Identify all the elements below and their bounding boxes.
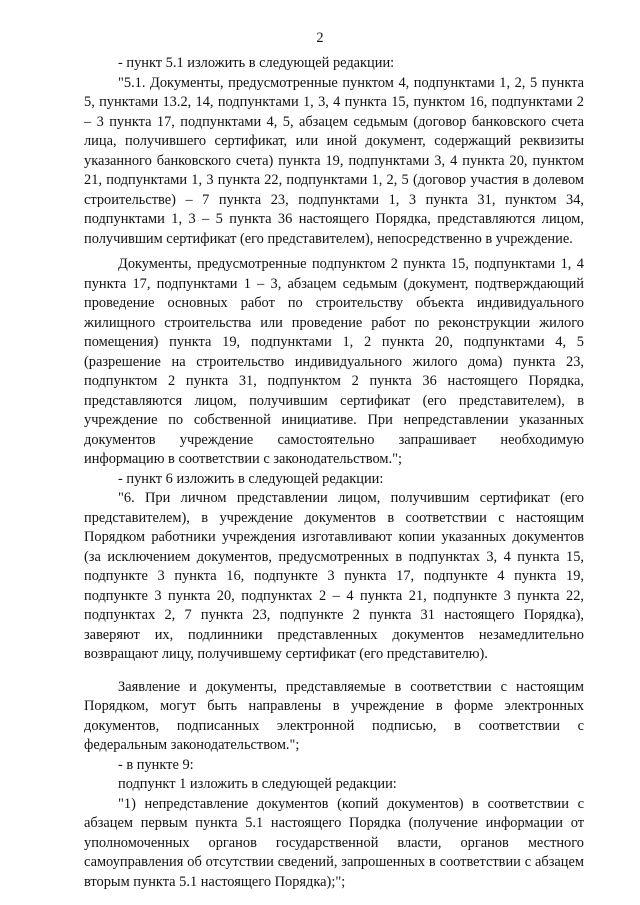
paragraph-electronic-documents: Заявление и документы, представляемые в соответствии с настоящим Порядком, могут быть направлены в учреждение в форме электронных документов, подписанных электронной подписью, в соответствии с федеральным законодательством.";	[84, 678, 584, 753]
page-number: 2	[316, 30, 324, 46]
paragraph-item-6-intro: - пункт 6 изложить в следующей редакции:	[118, 470, 384, 487]
paragraph-documents-own-initiative: Документы, предусмотренные подпунктом 2 пункта 15, подпунктами 1, 4 пункта 17, подпунктами 1 – 3, абзацем седьмым (документ, подтверждающий проведение основных работ по строительству объекта индивидуального жилищного строительства или проведение работ по реконструкции жилого помещения) пункта 19, подпунктами 1, 2 пункта 20, подпунктами 4, 5 (разрешение на строительство индивидуального жилого дома) пункта 23, подпунктом 2 пункта 31, подпунктом 2 пункта 36 настоящего Порядка, представляются лицом, получившим сертификат (его представителем), в учреждение по собственной инициативе. При непредставлении указанных документов учреждение самостоятельно запрашивает необходимую информацию в соответствии с законодательством.";	[84, 256, 584, 467]
paragraph-item-5-1-text: "5.1. Документы, предусмотренные пунктом 4, подпунктами 1, 2, 5 пункта 5, пунктами 13.2, 14, подпунктами 1, 3, 4 пункта 15, пунктом 16, подпунктами 2 – 3 пункта 17, подпунктами 4, 5, абзацем седьмым (договор банковского счета лица, получившего сертификат, или иной документ, содержащий реквизиты указанного банковского счета) пункта 19, подпунктами 3, 4 пункта 20, пунктом 21, подпунктами 1, 3 пункта 22, подпунктами 1, 2, 5 (договор участия в долевом строительстве) – 7 пункта 23, подпунктами 1, 3 пункта 31, пунктом 34, подпунктами 1, 3 – 5 пункта 36 настоящего Порядка, представляются лицом, получившим сертификат (его представителем), непосредственно в учреждение.	[84, 74, 584, 247]
paragraph-subitem-1-text: "1) непредставление документов (копий документов) в соответствии с абзацем первым пункта 5.1 настоящего Порядка (получение информации от уполномоченных органов государственной власти, органов местного самоуправления об отсутствии сведений, запрошенных в соответствии с абзацем вторым пункта 5.1 настоящего Порядка);";	[84, 795, 584, 890]
paragraph-item-5-1-intro: - пункт 5.1 изложить в следующей редакции:	[118, 55, 395, 71]
document-body	[84, 54, 584, 892]
paragraph-subitem-1-intro: подпункт 1 изложить в следующей редакции:	[118, 776, 397, 792]
paragraph-item-9-intro: - в пункте 9:	[118, 756, 194, 773]
paragraph-item-6-text: "6. При личном представлении лицом, получившим сертификат (его представителем), в учреждение документов в соответствии с настоящим Порядком работники учреждения изготавливают копии указанных документов (за исключением документов, предусмотренных в подпунктах 3, 4 пункта 15, подпункте 3 пункта 16, подпункте 3 пункта 17, подпункте 4 пункта 19, подпункте 3 пункта 20, подпунктах 2 – 4 пункта 21, подпункте 3 пункта 22, подпунктах 2, 7 пункта 23, подпункте 2 пункта 31 настоящего Порядка), заверяют их, подлинники представленных документов незамедлительно возвращают лицу, получившему сертификат (его представителю).	[84, 490, 584, 662]
